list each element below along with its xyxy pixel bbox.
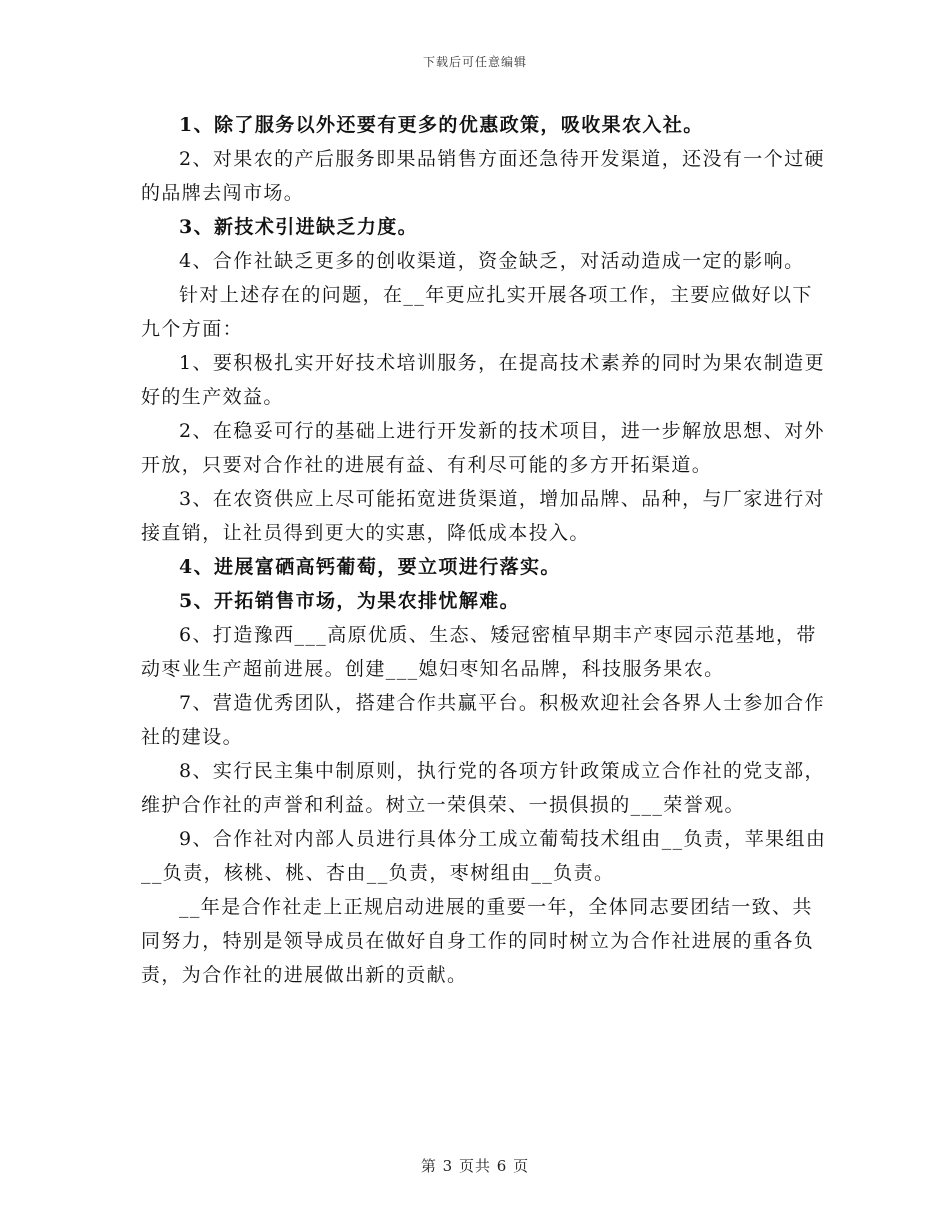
paragraph: 1、除了服务以外还要有更多的优惠政策，吸收果农入社。	[179, 114, 704, 136]
paragraph: 2、在稳妥可行的基础上进行开发新的技术项目，进一步解放思想、对外开放，只要对合作社的进展有益、有利尽可能的多方开拓渠道。	[141, 420, 825, 476]
page-header: 下载后可任意编辑	[422, 55, 527, 69]
paragraph: 4、进展富硒高钙葡萄，要立项进行落实。	[179, 556, 561, 578]
paragraph: 1、要积极扎实开好技术培训服务，在提高技术素养的同时为果农制造更好的生产效益。	[141, 352, 825, 408]
paragraph: 4、合作社缺乏更多的创收渠道，资金缺乏，对活动造成一定的影响。	[179, 250, 805, 272]
document-body	[141, 108, 831, 992]
paragraph: __年是合作社走上正规启动进展的重要一年，全体同志要团结一致、共同努力，特别是领导成员在做好自身工作的同时树立为合作社进展的重各负责，为合作社的进展做出新的贡献。	[141, 896, 815, 986]
paragraph: 针对上述存在的问题，在__年更应扎实开展各项工作，主要应做好以下九个方面：	[141, 284, 813, 340]
page-footer: 第 3 页共 6 页	[420, 1157, 530, 1175]
paragraph: 3、新技术引进缺乏力度。	[179, 216, 419, 238]
paragraph: 5、开拓销售市场，为果农排忧解难。	[179, 590, 521, 612]
paragraph: 7、营造优秀团队，搭建合作共赢平台。积极欢迎社会各界人士参加合作社的建设。	[141, 692, 825, 748]
paragraph: 2、对果农的产后服务即果品销售方面还急待开发渠道，还没有一个过硬的品牌去闯市场。	[141, 148, 825, 204]
paragraph: 3、在农资供应上尽可能拓宽进货渠道，增加品牌、品种，与厂家进行对接直销，让社员得到更大的实惠，降低成本投入。	[141, 488, 825, 544]
paragraph: 9、合作社对内部人员进行具体分工成立葡萄技术组由__负责，苹果组由__负责，核桃、桃、杏由__负责，枣树组由__负责。	[141, 828, 827, 884]
paragraph: 6、打造豫西___高原优质、生态、矮冠密植早期丰产枣园示范基地，带动枣业生产超前进展。创建___媳妇枣知名品牌，科技服务果农。	[141, 624, 817, 680]
paragraph: 8、实行民主集中制原则，执行党的各项方针政策成立合作社的党支部，维护合作社的声誉和利益。树立一荣俱荣、一损俱损的___荣誉观。	[141, 760, 825, 816]
